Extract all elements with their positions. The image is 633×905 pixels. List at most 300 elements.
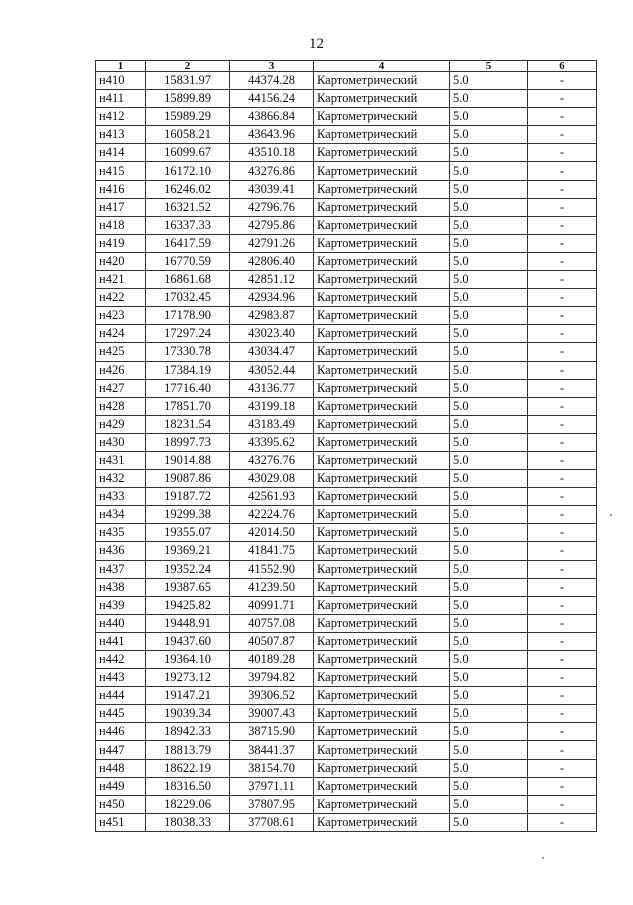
point-id-cell: н439 xyxy=(96,596,146,614)
accuracy-cell: 5.0 xyxy=(450,271,528,289)
point-id-cell: н446 xyxy=(96,723,146,741)
x-coordinate-cell: 19355.07 xyxy=(146,524,230,542)
point-id-cell: н448 xyxy=(96,759,146,777)
table-row xyxy=(96,433,597,451)
column-header-1: 1 xyxy=(96,61,146,72)
accuracy-cell: 5.0 xyxy=(450,632,528,650)
method-cell: Картометрический xyxy=(314,252,450,270)
accuracy-cell: 5.0 xyxy=(450,307,528,325)
note-cell: - xyxy=(528,144,597,162)
y-coordinate-cell: 43510.18 xyxy=(230,144,314,162)
accuracy-cell: 5.0 xyxy=(450,451,528,469)
point-id-cell: н425 xyxy=(96,343,146,361)
point-id-cell: н426 xyxy=(96,361,146,379)
point-id-cell: н445 xyxy=(96,705,146,723)
note-cell: - xyxy=(528,759,597,777)
point-id-cell: н431 xyxy=(96,451,146,469)
table-row xyxy=(96,578,597,596)
x-coordinate-cell: 18231.54 xyxy=(146,415,230,433)
note-cell: - xyxy=(528,560,597,578)
point-id-cell: н424 xyxy=(96,325,146,343)
y-coordinate-cell: 44156.24 xyxy=(230,90,314,108)
note-cell: - xyxy=(528,596,597,614)
accuracy-cell: 5.0 xyxy=(450,524,528,542)
x-coordinate-cell: 18622.19 xyxy=(146,759,230,777)
point-id-cell: н427 xyxy=(96,379,146,397)
table-row xyxy=(96,506,597,524)
table-row xyxy=(96,108,597,126)
x-coordinate-cell: 17178.90 xyxy=(146,307,230,325)
table-row xyxy=(96,144,597,162)
x-coordinate-cell: 19014.88 xyxy=(146,451,230,469)
method-cell: Картометрический xyxy=(314,669,450,687)
table-row xyxy=(96,651,597,669)
point-id-cell: н447 xyxy=(96,741,146,759)
x-coordinate-cell: 16337.33 xyxy=(146,216,230,234)
table-row xyxy=(96,271,597,289)
accuracy-cell: 5.0 xyxy=(450,813,528,831)
point-id-cell: н430 xyxy=(96,433,146,451)
point-id-cell: н414 xyxy=(96,144,146,162)
method-cell: Картометрический xyxy=(314,705,450,723)
point-id-cell: н422 xyxy=(96,289,146,307)
table-row xyxy=(96,252,597,270)
method-cell: Картометрический xyxy=(314,723,450,741)
table-row xyxy=(96,72,597,90)
point-id-cell: н437 xyxy=(96,560,146,578)
x-coordinate-cell: 18038.33 xyxy=(146,813,230,831)
method-cell: Картометрический xyxy=(314,759,450,777)
table-row xyxy=(96,325,597,343)
x-coordinate-cell: 15899.89 xyxy=(146,90,230,108)
point-id-cell: н435 xyxy=(96,524,146,542)
x-coordinate-cell: 16321.52 xyxy=(146,198,230,216)
y-coordinate-cell: 42806.40 xyxy=(230,252,314,270)
note-cell: - xyxy=(528,488,597,506)
accuracy-cell: 5.0 xyxy=(450,325,528,343)
note-cell: - xyxy=(528,72,597,90)
x-coordinate-cell: 16099.67 xyxy=(146,144,230,162)
note-cell: - xyxy=(528,162,597,180)
x-coordinate-cell: 17384.19 xyxy=(146,361,230,379)
x-coordinate-cell: 16058.21 xyxy=(146,126,230,144)
y-coordinate-cell: 43052.44 xyxy=(230,361,314,379)
method-cell: Картометрический xyxy=(314,506,450,524)
table-row xyxy=(96,451,597,469)
point-id-cell: н438 xyxy=(96,578,146,596)
accuracy-cell: 5.0 xyxy=(450,162,528,180)
note-cell: - xyxy=(528,126,597,144)
table-row xyxy=(96,415,597,433)
x-coordinate-cell: 16172.10 xyxy=(146,162,230,180)
table-row xyxy=(96,379,597,397)
column-header-3: 3 xyxy=(230,61,314,72)
column-header-5: 5 xyxy=(450,61,528,72)
y-coordinate-cell: 44374.28 xyxy=(230,72,314,90)
note-cell: - xyxy=(528,651,597,669)
x-coordinate-cell: 19187.72 xyxy=(146,488,230,506)
method-cell: Картометрический xyxy=(314,524,450,542)
accuracy-cell: 5.0 xyxy=(450,108,528,126)
accuracy-cell: 5.0 xyxy=(450,198,528,216)
scan-speck xyxy=(542,857,544,859)
point-id-cell: н421 xyxy=(96,271,146,289)
y-coordinate-cell: 43039.41 xyxy=(230,180,314,198)
accuracy-cell: 5.0 xyxy=(450,397,528,415)
note-cell: - xyxy=(528,524,597,542)
column-header-2: 2 xyxy=(146,61,230,72)
method-cell: Картометрический xyxy=(314,415,450,433)
method-cell: Картометрический xyxy=(314,578,450,596)
point-id-cell: н410 xyxy=(96,72,146,90)
method-cell: Картометрический xyxy=(314,108,450,126)
method-cell: Картометрический xyxy=(314,162,450,180)
table-row xyxy=(96,723,597,741)
y-coordinate-cell: 43276.86 xyxy=(230,162,314,180)
accuracy-cell: 5.0 xyxy=(450,759,528,777)
note-cell: - xyxy=(528,723,597,741)
table-body xyxy=(96,72,597,832)
accuracy-cell: 5.0 xyxy=(450,705,528,723)
accuracy-cell: 5.0 xyxy=(450,90,528,108)
y-coordinate-cell: 42014.50 xyxy=(230,524,314,542)
x-coordinate-cell: 19387.65 xyxy=(146,578,230,596)
table-row xyxy=(96,488,597,506)
method-cell: Картометрический xyxy=(314,596,450,614)
note-cell: - xyxy=(528,777,597,795)
x-coordinate-cell: 17851.70 xyxy=(146,397,230,415)
table-row xyxy=(96,126,597,144)
table-row xyxy=(96,632,597,650)
method-cell: Картометрический xyxy=(314,488,450,506)
x-coordinate-cell: 19364.10 xyxy=(146,651,230,669)
accuracy-cell: 5.0 xyxy=(450,741,528,759)
note-cell: - xyxy=(528,433,597,451)
accuracy-cell: 5.0 xyxy=(450,614,528,632)
table-row xyxy=(96,687,597,705)
y-coordinate-cell: 41239.50 xyxy=(230,578,314,596)
method-cell: Картометрический xyxy=(314,325,450,343)
table-row xyxy=(96,162,597,180)
note-cell: - xyxy=(528,180,597,198)
accuracy-cell: 5.0 xyxy=(450,560,528,578)
method-cell: Картометрический xyxy=(314,234,450,252)
x-coordinate-cell: 15989.29 xyxy=(146,108,230,126)
table-row xyxy=(96,397,597,415)
x-coordinate-cell: 18813.79 xyxy=(146,741,230,759)
accuracy-cell: 5.0 xyxy=(450,596,528,614)
table-row xyxy=(96,614,597,632)
accuracy-cell: 5.0 xyxy=(450,252,528,270)
y-coordinate-cell: 39794.82 xyxy=(230,669,314,687)
accuracy-cell: 5.0 xyxy=(450,777,528,795)
x-coordinate-cell: 16861.68 xyxy=(146,271,230,289)
x-coordinate-cell: 16246.02 xyxy=(146,180,230,198)
table-row xyxy=(96,289,597,307)
y-coordinate-cell: 41552.90 xyxy=(230,560,314,578)
note-cell: - xyxy=(528,542,597,560)
y-coordinate-cell: 37807.95 xyxy=(230,795,314,813)
y-coordinate-cell: 37971.11 xyxy=(230,777,314,795)
note-cell: - xyxy=(528,632,597,650)
method-cell: Картометрический xyxy=(314,343,450,361)
point-id-cell: н436 xyxy=(96,542,146,560)
x-coordinate-cell: 19273.12 xyxy=(146,669,230,687)
note-cell: - xyxy=(528,90,597,108)
method-cell: Картометрический xyxy=(314,271,450,289)
note-cell: - xyxy=(528,289,597,307)
accuracy-cell: 5.0 xyxy=(450,470,528,488)
accuracy-cell: 5.0 xyxy=(450,651,528,669)
point-id-cell: н449 xyxy=(96,777,146,795)
y-coordinate-cell: 40991.71 xyxy=(230,596,314,614)
table-row xyxy=(96,216,597,234)
x-coordinate-cell: 17330.78 xyxy=(146,343,230,361)
y-coordinate-cell: 42224.76 xyxy=(230,506,314,524)
x-coordinate-cell: 19299.38 xyxy=(146,506,230,524)
y-coordinate-cell: 43395.62 xyxy=(230,433,314,451)
table-row xyxy=(96,669,597,687)
y-coordinate-cell: 43034.47 xyxy=(230,343,314,361)
method-cell: Картометрический xyxy=(314,632,450,650)
y-coordinate-cell: 40507.87 xyxy=(230,632,314,650)
note-cell: - xyxy=(528,252,597,270)
note-cell: - xyxy=(528,470,597,488)
note-cell: - xyxy=(528,614,597,632)
point-id-cell: н420 xyxy=(96,252,146,270)
y-coordinate-cell: 42851.12 xyxy=(230,271,314,289)
accuracy-cell: 5.0 xyxy=(450,723,528,741)
table-row xyxy=(96,813,597,831)
point-id-cell: н416 xyxy=(96,180,146,198)
point-id-cell: н433 xyxy=(96,488,146,506)
table-row xyxy=(96,560,597,578)
y-coordinate-cell: 38154.70 xyxy=(230,759,314,777)
y-coordinate-cell: 42796.76 xyxy=(230,198,314,216)
note-cell: - xyxy=(528,325,597,343)
x-coordinate-cell: 17032.45 xyxy=(146,289,230,307)
y-coordinate-cell: 42791.26 xyxy=(230,234,314,252)
accuracy-cell: 5.0 xyxy=(450,126,528,144)
method-cell: Картометрический xyxy=(314,72,450,90)
y-coordinate-cell: 42795.86 xyxy=(230,216,314,234)
table-row xyxy=(96,470,597,488)
point-id-cell: н451 xyxy=(96,813,146,831)
x-coordinate-cell: 19448.91 xyxy=(146,614,230,632)
point-id-cell: н432 xyxy=(96,470,146,488)
x-coordinate-cell: 19425.82 xyxy=(146,596,230,614)
y-coordinate-cell: 39306.52 xyxy=(230,687,314,705)
x-coordinate-cell: 18316.50 xyxy=(146,777,230,795)
point-id-cell: н441 xyxy=(96,632,146,650)
method-cell: Картометрический xyxy=(314,433,450,451)
y-coordinate-cell: 40757.08 xyxy=(230,614,314,632)
note-cell: - xyxy=(528,506,597,524)
note-cell: - xyxy=(528,795,597,813)
note-cell: - xyxy=(528,705,597,723)
y-coordinate-cell: 43199.18 xyxy=(230,397,314,415)
accuracy-cell: 5.0 xyxy=(450,669,528,687)
y-coordinate-cell: 37708.61 xyxy=(230,813,314,831)
coordinates-table xyxy=(95,60,597,832)
point-id-cell: н442 xyxy=(96,651,146,669)
y-coordinate-cell: 41841.75 xyxy=(230,542,314,560)
accuracy-cell: 5.0 xyxy=(450,506,528,524)
accuracy-cell: 5.0 xyxy=(450,361,528,379)
y-coordinate-cell: 43023.40 xyxy=(230,325,314,343)
note-cell: - xyxy=(528,415,597,433)
method-cell: Картометрический xyxy=(314,198,450,216)
x-coordinate-cell: 19352.24 xyxy=(146,560,230,578)
method-cell: Картометрический xyxy=(314,307,450,325)
method-cell: Картометрический xyxy=(314,379,450,397)
y-coordinate-cell: 40189.28 xyxy=(230,651,314,669)
table-row xyxy=(96,361,597,379)
note-cell: - xyxy=(528,216,597,234)
point-id-cell: н423 xyxy=(96,307,146,325)
x-coordinate-cell: 17297.24 xyxy=(146,325,230,343)
y-coordinate-cell: 43029.08 xyxy=(230,470,314,488)
note-cell: - xyxy=(528,397,597,415)
method-cell: Картометрический xyxy=(314,216,450,234)
y-coordinate-cell: 38441.37 xyxy=(230,741,314,759)
accuracy-cell: 5.0 xyxy=(450,234,528,252)
point-id-cell: н428 xyxy=(96,397,146,415)
note-cell: - xyxy=(528,361,597,379)
accuracy-cell: 5.0 xyxy=(450,180,528,198)
method-cell: Картометрический xyxy=(314,361,450,379)
table-row xyxy=(96,524,597,542)
note-cell: - xyxy=(528,813,597,831)
page-number: 12 xyxy=(309,36,324,52)
note-cell: - xyxy=(528,271,597,289)
point-id-cell: н443 xyxy=(96,669,146,687)
y-coordinate-cell: 42561.93 xyxy=(230,488,314,506)
y-coordinate-cell: 43136.77 xyxy=(230,379,314,397)
method-cell: Картометрический xyxy=(314,126,450,144)
accuracy-cell: 5.0 xyxy=(450,488,528,506)
x-coordinate-cell: 15831.97 xyxy=(146,72,230,90)
note-cell: - xyxy=(528,379,597,397)
note-cell: - xyxy=(528,741,597,759)
table-row xyxy=(96,705,597,723)
point-id-cell: н434 xyxy=(96,506,146,524)
point-id-cell: н413 xyxy=(96,126,146,144)
point-id-cell: н415 xyxy=(96,162,146,180)
x-coordinate-cell: 19437.60 xyxy=(146,632,230,650)
table-row xyxy=(96,343,597,361)
table-row xyxy=(96,307,597,325)
x-coordinate-cell: 19147.21 xyxy=(146,687,230,705)
note-cell: - xyxy=(528,198,597,216)
table-row xyxy=(96,596,597,614)
point-id-cell: н412 xyxy=(96,108,146,126)
method-cell: Картометрический xyxy=(314,90,450,108)
method-cell: Картометрический xyxy=(314,651,450,669)
accuracy-cell: 5.0 xyxy=(450,379,528,397)
method-cell: Картометрический xyxy=(314,144,450,162)
note-cell: - xyxy=(528,343,597,361)
point-id-cell: н411 xyxy=(96,90,146,108)
accuracy-cell: 5.0 xyxy=(450,542,528,560)
method-cell: Картометрический xyxy=(314,180,450,198)
table-row xyxy=(96,759,597,777)
column-header-4: 4 xyxy=(314,61,450,72)
point-id-cell: н450 xyxy=(96,795,146,813)
note-cell: - xyxy=(528,578,597,596)
note-cell: - xyxy=(528,234,597,252)
method-cell: Картометрический xyxy=(314,289,450,307)
method-cell: Картометрический xyxy=(314,777,450,795)
accuracy-cell: 5.0 xyxy=(450,343,528,361)
note-cell: - xyxy=(528,108,597,126)
scan-speck xyxy=(610,514,612,516)
method-cell: Картометрический xyxy=(314,687,450,705)
accuracy-cell: 5.0 xyxy=(450,687,528,705)
accuracy-cell: 5.0 xyxy=(450,72,528,90)
table-row xyxy=(96,180,597,198)
table-row xyxy=(96,90,597,108)
accuracy-cell: 5.0 xyxy=(450,144,528,162)
x-coordinate-cell: 18229.06 xyxy=(146,795,230,813)
table-row xyxy=(96,234,597,252)
note-cell: - xyxy=(528,669,597,687)
point-id-cell: н417 xyxy=(96,198,146,216)
x-coordinate-cell: 19087.86 xyxy=(146,470,230,488)
point-id-cell: н418 xyxy=(96,216,146,234)
method-cell: Картометрический xyxy=(314,397,450,415)
x-coordinate-cell: 19369.21 xyxy=(146,542,230,560)
y-coordinate-cell: 39007.43 xyxy=(230,705,314,723)
y-coordinate-cell: 38715.90 xyxy=(230,723,314,741)
note-cell: - xyxy=(528,307,597,325)
table-row xyxy=(96,198,597,216)
y-coordinate-cell: 42934.96 xyxy=(230,289,314,307)
y-coordinate-cell: 43866.84 xyxy=(230,108,314,126)
y-coordinate-cell: 43643.96 xyxy=(230,126,314,144)
x-coordinate-cell: 18997.73 xyxy=(146,433,230,451)
table-row xyxy=(96,542,597,560)
x-coordinate-cell: 19039.34 xyxy=(146,705,230,723)
accuracy-cell: 5.0 xyxy=(450,433,528,451)
method-cell: Картометрический xyxy=(314,560,450,578)
accuracy-cell: 5.0 xyxy=(450,289,528,307)
table-header-row xyxy=(96,61,597,72)
point-id-cell: н440 xyxy=(96,614,146,632)
method-cell: Картометрический xyxy=(314,795,450,813)
column-header-6: 6 xyxy=(528,61,597,72)
point-id-cell: н444 xyxy=(96,687,146,705)
method-cell: Картометрический xyxy=(314,614,450,632)
note-cell: - xyxy=(528,687,597,705)
y-coordinate-cell: 43183.49 xyxy=(230,415,314,433)
x-coordinate-cell: 16770.59 xyxy=(146,252,230,270)
y-coordinate-cell: 42983.87 xyxy=(230,307,314,325)
table-row xyxy=(96,741,597,759)
x-coordinate-cell: 17716.40 xyxy=(146,379,230,397)
method-cell: Картометрический xyxy=(314,542,450,560)
x-coordinate-cell: 18942.33 xyxy=(146,723,230,741)
method-cell: Картометрический xyxy=(314,741,450,759)
x-coordinate-cell: 16417.59 xyxy=(146,234,230,252)
accuracy-cell: 5.0 xyxy=(450,795,528,813)
table-row xyxy=(96,795,597,813)
accuracy-cell: 5.0 xyxy=(450,415,528,433)
method-cell: Картометрический xyxy=(314,451,450,469)
method-cell: Картометрический xyxy=(314,813,450,831)
y-coordinate-cell: 43276.76 xyxy=(230,451,314,469)
point-id-cell: н429 xyxy=(96,415,146,433)
